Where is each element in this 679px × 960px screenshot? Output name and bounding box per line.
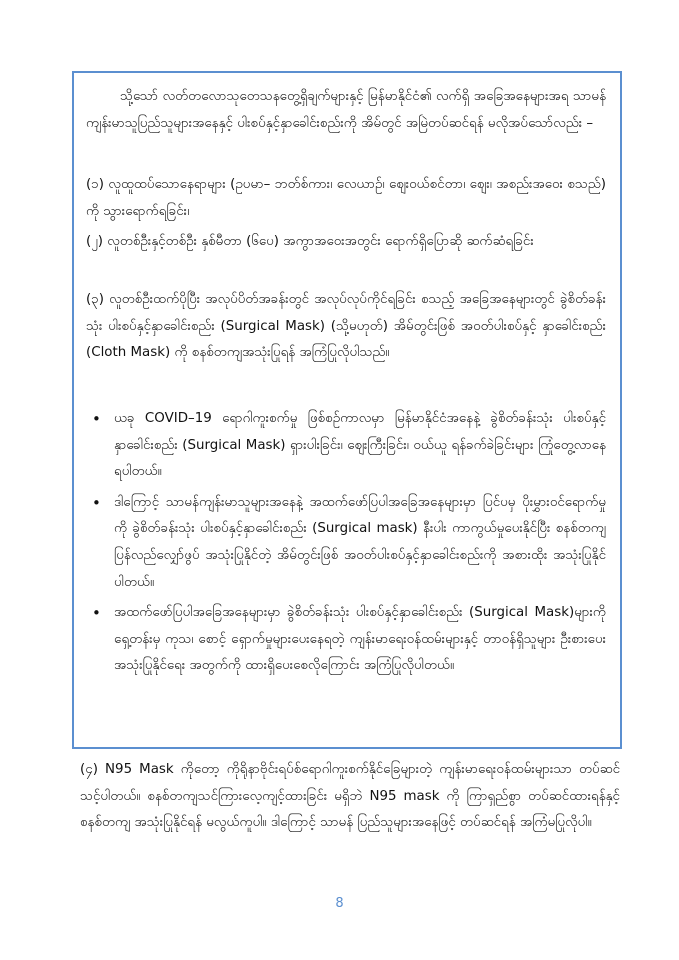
bullet-text: ယခု COVID–19 ရောဂါကူးစက်မှု ဖြစ်စဉ်ကာလမှာ မြန်မာနိုင်ငံအနေနဲ့ ခွဲစိတ်ခန်းသုံး ပါးစပ်နှင့်နှာခေါင်းစည်း (Surgical Mask) ရှားပါးခြင်း၊ ဈေးကြီးခြင်း၊ ဝယ်ယူ ရန်ခက်ခဲခြင်းများ ကြုံတွေ့လာနေရပါတယ်။ bbox=[114, 411, 606, 480]
bullet-item bbox=[86, 490, 606, 596]
intro-paragraph: သို့သော် လတ်တလောသုတေသနတွေ့ရှိချက်များနှင့် မြန်မာနိုင်ငံ၏ လက်ရှိ အခြေအနေများအရ သာမန်ကျန်းမာသူပြည်သူများအနေနှင့် ပါးစပ်နှင့်နှာခေါင်းစည်းကို အိမ်တွင် အမြဲတပ်ဆင်ရန် မလိုအပ်သော်လည်း – bbox=[86, 89, 606, 131]
bullet-item bbox=[86, 600, 606, 680]
item-4: (၄) N95 Mask ကိုတော့ ကိုရိုနာဗိုင်းရပ်စ်ရောဂါကူးစက်နိုင်ခြေများတဲ့ ကျန်းမာရေးဝန်ထမ်းများသာ တပ်ဆင်သင့်ပါတယ်။ စနစ်တကျသင်ကြားလေ့ကျင့်ထားခြင်း မရှိဘဲ N95 mask ကို ကြာရှည်စွာ တပ်ဆင်ထားရန်နှင့် စနစ်တကျ အသုံးပြုနိုင်ရန် မလွယ်ကူပါ။ ဒါကြောင့် သာမန် ပြည်သူများအနေဖြင့် တပ်ဆင်ရန် အကြံမပြုလိုပါ။ bbox=[80, 762, 620, 831]
bullet-text: ဒါကြောင့် သာမန်ကျန်းမာသူများအနေနဲ့ အထက်ဖော်ပြပါအခြေအနေများမှာ ပြင်ပမှ ပိုးမွှားဝင်ရောက်မှုကို ခွဲစိတ်ခန်းသုံး ပါးစပ်နှင့်နှာခေါင်းစည်း (Surgical mask) နီးပါး ကာကွယ်မှုပေးနိုင်ပြီး စနစ်တကျ ပြန်လည်လျှော်ဖွပ် အသုံးပြုနိုင်တဲ့ အိမ်တွင်းဖြစ် အဝတ်ပါးစပ်နှင့်နှာခေါင်းစည်းကို အစားထိုး အသုံးပြုနိုင်ပါတယ်။ bbox=[114, 494, 606, 590]
page-number: 8 bbox=[335, 896, 344, 911]
bullet-dot-icon: • bbox=[92, 410, 101, 428]
bullet-dot-icon: • bbox=[92, 493, 101, 512]
bullet-list bbox=[86, 406, 606, 684]
bullet-item bbox=[86, 406, 606, 486]
bullet-dot-icon: • bbox=[92, 604, 101, 623]
item-1: (၁) လူထူထပ်သောနေရာများ (ဥပမာ– ဘတ်စ်ကား၊ လေယာဉ်၊ ဈေးဝယ်စင်တာ၊ ဈေး၊ အစည်းအဝေး စသည်) ကို သွားရောက်ရခြင်း၊ bbox=[86, 177, 606, 219]
item-3: (၃) လူတစ်ဦးထက်ပိုပြီး အလုပ်ပိတ်အခန်းတွင် အလုပ်လုပ်ကိုင်ရခြင်း စသည့် အခြေအနေများတွင် ခွဲစိတ်ခန်းသုံး ပါးစပ်နှင့်နှာခေါင်းစည်း (Surgical Mask) (သို့မဟုတ်) အိမ်တွင်းဖြစ် အဝတ်ပါးစပ်နှင့် နှာခေါင်းစည်း (Cloth Mask) ကို စနစ်တကျအသုံးပြုရန် အကြံပြုလိုပါသည်။ bbox=[86, 292, 606, 361]
bullet-text: အထက်ဖော်ပြပါအခြေအနေများမှာ ခွဲစိတ်ခန်းသုံး ပါးစပ်နှင့်နှာခေါင်းစည်း (Surgical Mask)များကို ရှေ့တန်းမှ ကုသ၊ စောင့် ရှောက်မှုများပေးနေရတဲ့ ကျန်းမာရေးဝန်ထမ်းများနှင့် တာဝန်ရှိသူများ ဦးစားပေးအသုံးပြုနိုင်ရေး အတွက်ကို ထားရှိပေးစေလိုကြောင်း အကြံပြုလိုပါတယ်။ bbox=[114, 605, 606, 674]
item-2: (၂) လူတစ်ဦးနှင့်တစ်ဦး နှစ်မီတာ (၆ပေ) အကွာအဝေးအတွင်း ရောက်ရှိပြောဆို ဆက်ဆံရခြင်း bbox=[86, 234, 534, 249]
